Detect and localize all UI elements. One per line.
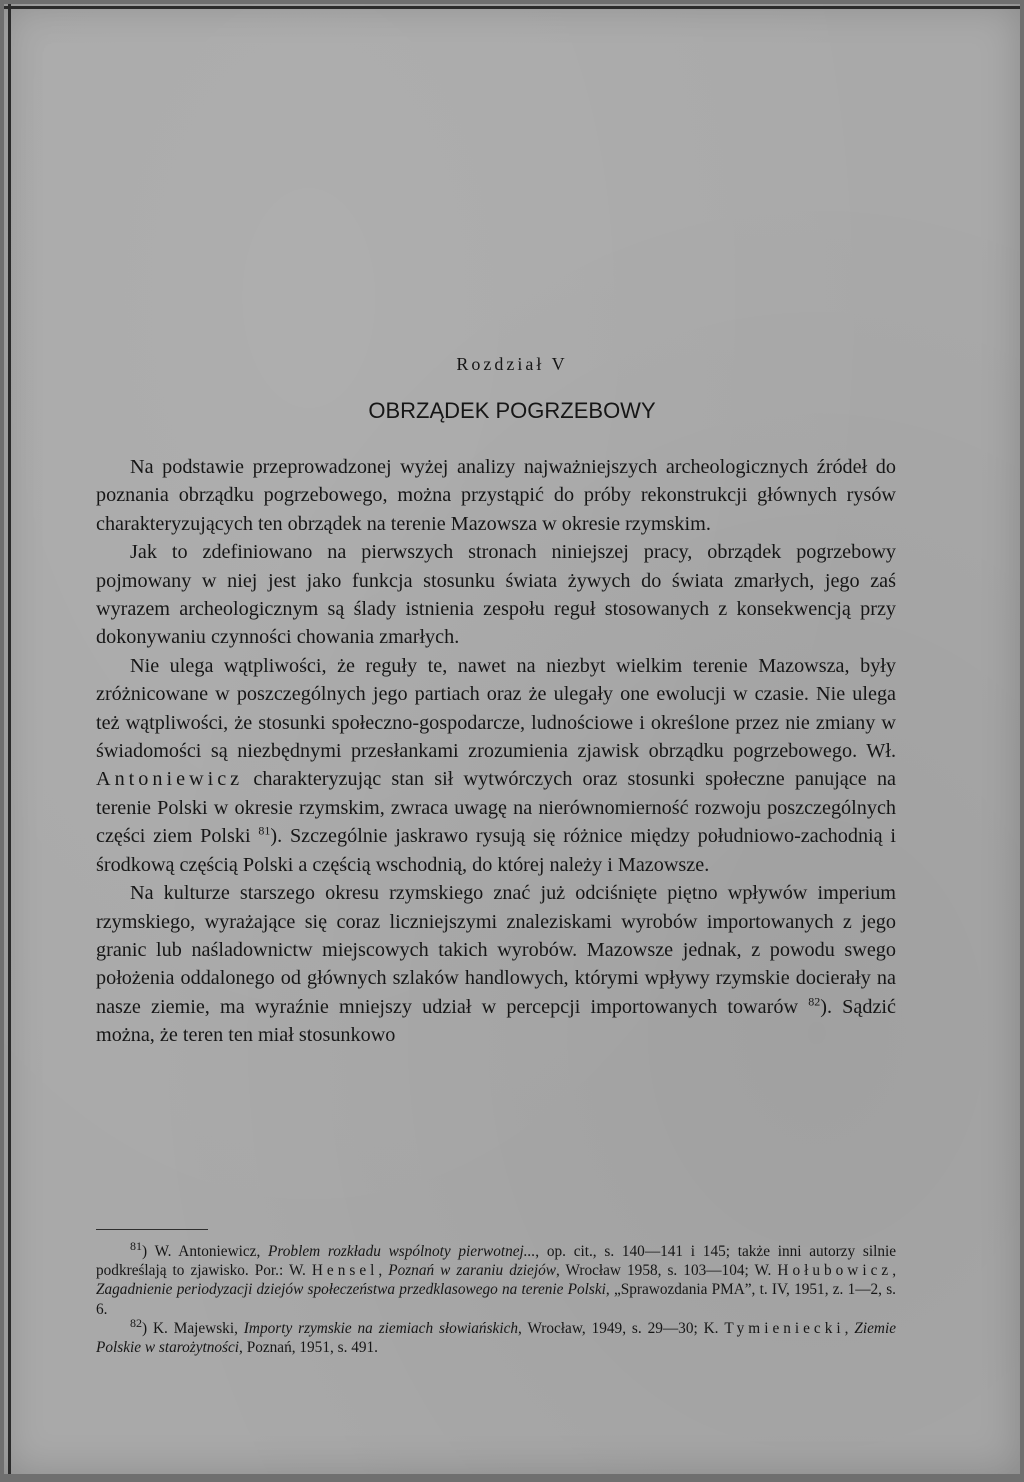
footnote-ref-81: 81	[258, 823, 271, 838]
page-left-edge-line	[8, 4, 11, 1474]
footnote-author: Hensel	[311, 1262, 379, 1280]
paragraph-1: Na podstawie przeprowadzonej wyżej analizy najważniejszych archeologicznych źródeł do poznania obrządku pogrzebowego, można przystąpić do próby rekonstrukcji głównych rysów charakteryzujących ten obrządek na terenie Mazowsza w okresie rzymskim.	[96, 456, 896, 535]
chapter-title: OBRZĄDEK POGRZEBOWY	[368, 398, 656, 423]
footnote-separator-text: ,	[844, 1319, 855, 1337]
footnote-author: W. Antoniewicz	[154, 1243, 257, 1260]
footnote-author: Tymieniecki	[724, 1319, 845, 1337]
paragraph-4	[96, 879, 896, 1049]
paragraph-4-text-a: Na kulturze starszego okresu rzymskiego znać już odciśnięte piętno wpływów imperium rzymskiego, wyrażające się coraz liczniejszymi znaleziskami wyrobów importowanych z jego granic lub naśladownictw miejscowych takich wyrobów. Mazowsze jednak, z powodu swego położenia oddalonego od głównych szlaków handlowych, którymi wpływy rzymskie docierały na nasze ziemie, ma wyraźnie mniejszy udział w percepcji importowanych towarów	[96, 882, 896, 1018]
footnote-author: K. Majewski	[152, 1319, 235, 1337]
footnote-82: $^{82}$) K. Majewski, Importy rzymskie na ziemiach słowiańskich, Wrocław, 1949, s. 29—30; K. Tymieniecki, Ziemie Polskie w starożytności, Poznań, 1951, s. 491.	[96, 1315, 896, 1357]
paragraph-3-text-c: ). Szczególnie jaskrawo rysują się różnice między południowo-zachodnią i środkową częścią Polski a częścią wschodnią, do której należy i Mazowsze.	[96, 825, 897, 876]
footnote-separator	[96, 1229, 208, 1230]
footnote-separator-text: ,	[234, 1319, 244, 1337]
paragraph-4-text-b: ). Sądzić można, że teren ten miał stosunkowo	[96, 995, 896, 1047]
footnote-separator-text: ,	[378, 1262, 389, 1280]
paragraph-2: Jak to zdefiniowano na pierwszych stronach niniejszej pracy, obrządek pogrzebowy pojmowany w niej jest jako funkcja stosunku świata żywych do świata zmarłych, jego zaś wyrazem archeologicznym są ślady istnienia zespołu reguł stosowanych z konsekwencją przy dokonywaniu czynności chowania zmarłych.	[96, 541, 896, 649]
footnote-text: , Wrocław 1958, s. 103—104; W.	[555, 1262, 778, 1280]
footnote-author: Hołubowicz	[777, 1262, 893, 1280]
footnote-work-title: Importy rzymskie na ziemiach słowiańskich	[243, 1319, 519, 1337]
footnote-separator-text: ,	[256, 1243, 269, 1260]
author-name-antoniewicz: Antoniewicz	[96, 768, 244, 791]
footnote-work-title: Poznań w zaraniu dziejów	[388, 1262, 556, 1280]
footnote-work-title: Problem rozkładu wspólnoty pierwotnej...	[268, 1243, 536, 1260]
footnote-text: , Wrocław, 1949, s. 29—30; K.	[518, 1319, 725, 1337]
footnote-number: 82	[130, 1315, 142, 1330]
footnote-work-title: Ziemie Polskie w starożytności	[96, 1319, 896, 1357]
footnote-text: , „Sprawozdania PMA”, t. IV, 1951, z. 1—2, s. 6.	[96, 1281, 896, 1318]
paragraph-3	[96, 652, 896, 879]
chapter-label: Rozdział V	[456, 354, 568, 374]
footnote-81: $^{81}$) W. Antoniewicz, Problem rozkładu wspólnoty pierwotnej..., op. cit., s. 140—141 i 145; także inni autorzy silnie podkreślają to zjawisko. Por.: W. Hensel, Poznań w zaraniu dziejów, Wrocław 1958, s. 103—104; W. Hołubowicz, Zagadnienie periodyzacji dziejów społeczeństwa przedklasowego na terenie Polski, „Sprawozdania PMA”, t. IV, 1951, z. 1—2, s. 6.	[96, 1238, 897, 1318]
footnote-text: , Poznań, 1951, s. 491.	[239, 1339, 378, 1357]
footnote-ref-82: 82	[808, 993, 821, 1008]
book-page	[4, 4, 1020, 1474]
footnote-text: , op. cit., s. 140—141 i 145; także inni autorzy silnie podkreślają to zjawisko. Por.: W.	[96, 1243, 897, 1280]
footnote-separator-text: ,	[892, 1262, 897, 1280]
body-text	[96, 453, 896, 1050]
paragraph-3-text-b: charakteryzując stan sił wytwórczych oraz stosunki społeczne panujące na terenie Polski w okresie rzymskim, zwraca uwagę na nierównomierność rozwoju poszczególnych części ziem Polski	[96, 768, 896, 848]
footnotes	[96, 1238, 897, 1357]
footnote-number: 81	[130, 1238, 142, 1253]
page-top-edge-line	[4, 6, 1020, 9]
footnote-work-title: Zagadnienie periodyzacji dziejów społeczeństwa przedklasowego na terenie Polski	[96, 1281, 606, 1299]
paragraph-3-text-a: Nie ulega wątpliwości, że reguły te, nawet na niezbyt wielkim terenie Mazowsza, były zróżnicowane w poszczególnych jego partiach oraz że ulegały one ewolucji w czasie. Nie ulega też wątpliwości, że stosunki społeczno-gospodarcze, ludnościowe i określone przez nie zmiany w świadomości są niezbędnymi przesłankami zrozumienia zjawisk obrządku pogrzebowego. Wł.	[96, 654, 896, 763]
